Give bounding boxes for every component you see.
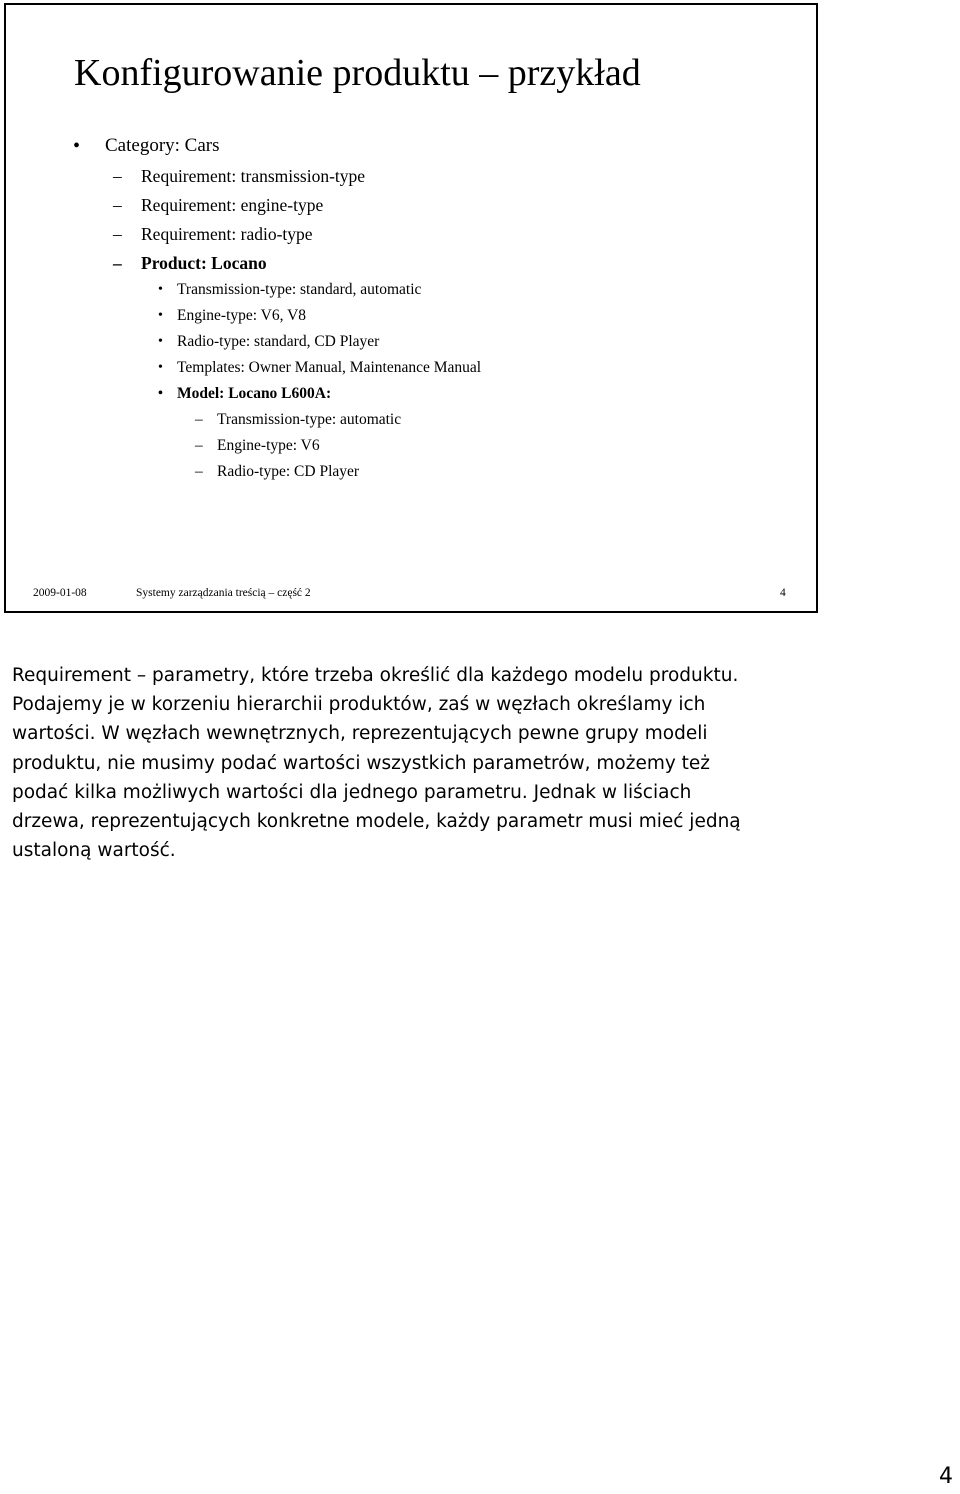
- footer-slide-number: 4: [780, 587, 786, 599]
- list-item-requirement: [113, 194, 324, 216]
- attribute-text: Radio-type: standard, CD Player: [177, 333, 380, 350]
- requirement-text: Requirement: radio-type: [141, 224, 313, 244]
- dash-marker: –: [195, 463, 203, 480]
- list-item-requirement: [113, 223, 313, 245]
- dash-marker: –: [113, 195, 122, 215]
- product-text: Product: Locano: [141, 253, 267, 273]
- bullet-marker: •: [73, 135, 81, 157]
- bullet-marker: •: [158, 308, 163, 323]
- attribute-text: Templates: Owner Manual, Maintenance Manual: [177, 359, 482, 376]
- list-item-model-attribute: [195, 410, 402, 430]
- attribute-text: Radio-type: CD Player: [217, 463, 360, 480]
- list-item-requirement: [113, 165, 366, 187]
- list-item-model-attribute: [195, 462, 360, 482]
- dash-marker: –: [113, 253, 122, 273]
- bullet-marker: •: [158, 386, 163, 401]
- list-item-category: [73, 134, 220, 158]
- attribute-text: Engine-type: V6: [217, 437, 320, 454]
- notes-paragraph: Requirement – parametry, które trzeba określić dla każdego modelu produktu. Podajemy je w korzeniu hierarchii produktów, zaś w węzłach określamy ich wartości. W węzłach wewnętrznych, reprezentujących pewne grupy modeli produktu, nie musimy podać wartości wszystkich parametrów, możemy też podać kilka możliwych wartości dla jednego parametru. Jednak w liściach drzewa, reprezentujących konkretne modele, każdy parametr musi mieć jedną ustaloną wartość.: [12, 665, 741, 862]
- attribute-text: Engine-type: V6, V8: [177, 307, 307, 324]
- list-item-product-attribute: [158, 332, 380, 352]
- list-item-model-attribute: [195, 436, 320, 456]
- category-text: Category: Cars: [105, 135, 220, 156]
- attribute-text: Transmission-type: automatic: [217, 411, 402, 428]
- slide-title: Konfigurowanie produktu – przykład: [74, 52, 641, 94]
- attribute-text: Transmission-type: standard, automatic: [177, 281, 422, 298]
- dash-marker: –: [113, 166, 122, 186]
- bullet-marker: •: [158, 282, 163, 297]
- dash-marker: –: [195, 411, 203, 428]
- footer-date: 2009-01-08: [33, 587, 87, 599]
- bullet-marker: •: [158, 360, 163, 375]
- dash-marker: –: [195, 437, 203, 454]
- bullet-marker: •: [158, 334, 163, 349]
- slide-frame: [4, 3, 818, 613]
- requirement-text: Requirement: transmission-type: [141, 166, 366, 186]
- list-item-product: [113, 252, 267, 274]
- list-item-product-attribute: [158, 280, 422, 300]
- footer-course-title: Systemy zarządzania treścią – część 2: [136, 587, 311, 599]
- list-item-model: [158, 384, 332, 404]
- requirement-text: Requirement: engine-type: [141, 195, 324, 215]
- model-text: Model: Locano L600A:: [177, 385, 332, 402]
- list-item-product-attribute: [158, 306, 307, 326]
- page-number: 4: [939, 1464, 953, 1489]
- list-item-product-attribute: [158, 358, 482, 378]
- dash-marker: –: [113, 224, 122, 244]
